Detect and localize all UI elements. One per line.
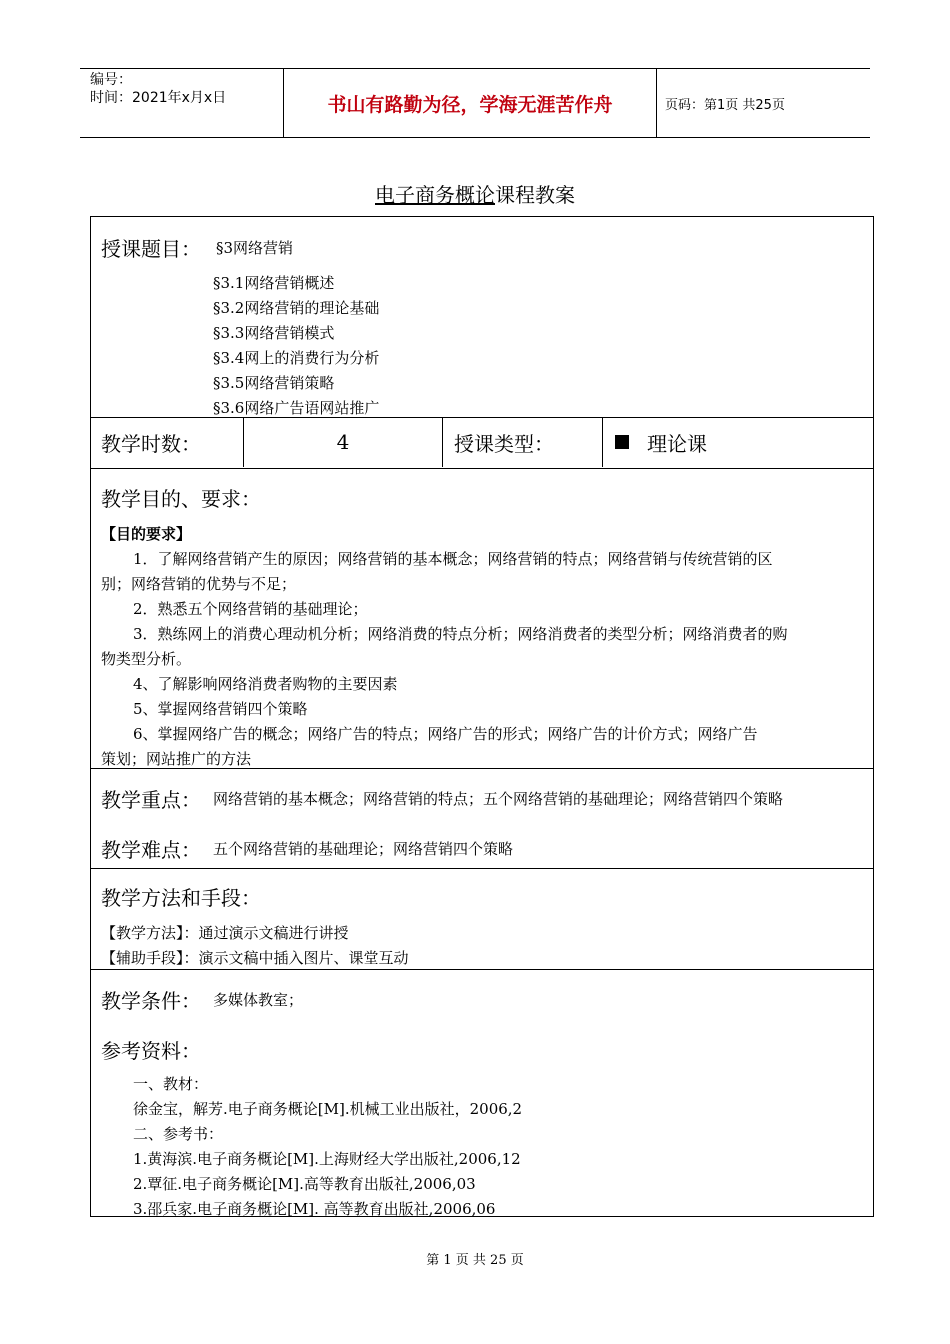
number-label: 编号： (90, 72, 132, 88)
type-label: 授课类型： (454, 431, 554, 456)
key-points-text: 网络营销的基本概念；网络营销的特点；五个网络营销的基础理论；网络营销四个策略 (213, 790, 784, 808)
conditions-label: 教学条件： (101, 989, 201, 1013)
reference-line: 二、参考书： (133, 1125, 224, 1143)
methods-label: 教学方法和手段： (101, 886, 261, 910)
title-rest: 课程教案 (495, 183, 575, 207)
reference-line: 一、教材： (133, 1075, 209, 1093)
time-label: 时间：2021年x月x日 (90, 90, 227, 106)
objective-line: 物类型分析。 (101, 650, 192, 668)
objectives-section (91, 468, 873, 769)
method-text: 【教学方法】：通过演示文稿进行讲授 (101, 924, 349, 942)
conditions-references-section (91, 969, 873, 1216)
objective-line: 3．熟练网上的消费心理动机分析；网络消费的特点分析；网络消费者的类型分析；网络消费者的购 (133, 625, 788, 643)
objectives-heading: 【目的要求】 (101, 525, 192, 543)
difficulties-label: 教学难点： (101, 838, 201, 862)
hours-value: 4 (336, 430, 350, 454)
reference-line: 徐金宝，解芳.电子商务概论[M].机械工业出版社，2006,2 (133, 1100, 523, 1118)
topic-sub: §3.1网络营销概述 (213, 274, 335, 292)
objective-line: 4、了解影响网络消费者购物的主要因素 (133, 675, 398, 693)
objective-line: 1．了解网络营销产生的原因；网络营销的基本概念；网络营销的特点；网络营销与传统营销的区 (133, 550, 773, 568)
objectives-label: 教学目的、要求： (101, 487, 261, 511)
page-info: 页码：第1页 共25页 (665, 97, 785, 113)
document-title (0, 179, 950, 208)
hours-value-cell (243, 417, 442, 467)
hours-label: 教学时数： (101, 431, 201, 456)
type-value: 理论课 (647, 431, 707, 456)
objective-line: 2．熟悉五个网络营销的基础理论； (133, 600, 368, 618)
topic-sub: §3.5网络营销策略 (213, 374, 335, 392)
key-points-section (91, 768, 873, 869)
difficulties-text: 五个网络营销的基础理论；网络营销四个策略 (213, 840, 514, 858)
conditions-text: 多媒体教室； (213, 991, 304, 1009)
topic-sub: §3.3网络营销模式 (213, 324, 335, 342)
reference-line: 3.邵兵家.电子商务概论[M]. 高等教育出版社,2006,06 (133, 1200, 496, 1218)
motto: 书山有路勤为径，学海无涯苦作舟 (327, 93, 613, 116)
objective-line: 策划；网站推广的方法 (101, 750, 252, 768)
lesson-plan-table (90, 216, 874, 1217)
reference-line: 2.覃征.电子商务概论[M].高等教育出版社,2006,03 (133, 1175, 476, 1193)
header-meta (80, 69, 283, 137)
methods-section (91, 868, 873, 970)
type-value-cell (602, 417, 873, 467)
reference-line: 1.黄海滨.电子商务概论[M].上海财经大学出版社,2006,12 (133, 1150, 521, 1168)
header-motto-cell (283, 69, 657, 137)
topic-sub: §3.6网络广告语网站推广 (213, 399, 380, 417)
filled-square-icon (615, 435, 629, 449)
references-label: 参考资料： (101, 1039, 201, 1063)
objective-line: 别；网络营销的优势与不足； (101, 575, 297, 593)
topic-sub: §3.2网络营销的理论基础 (213, 299, 380, 317)
key-points-label: 教学重点： (101, 788, 201, 812)
topic-label: 授课题目： (101, 237, 201, 261)
aids-text: 【辅助手段】：演示文稿中插入图片、课堂互动 (101, 949, 409, 967)
hours-label-cell (91, 417, 243, 467)
topic-section (91, 217, 873, 418)
header-page-cell (656, 69, 870, 137)
objective-line: 5、掌握网络营销四个策略 (133, 700, 308, 718)
type-label-cell (442, 417, 602, 467)
hours-row (91, 417, 873, 469)
topic-main: §3网络营销 (216, 239, 294, 257)
page-header (80, 68, 870, 138)
topic-sub: §3.4网上的消费行为分析 (213, 349, 380, 367)
objective-line: 6、掌握网络广告的概念；网络广告的特点；网络广告的形式；网络广告的计价方式；网络广告 (133, 725, 758, 743)
page-footer: 第 1 页 共 25 页 (426, 1253, 524, 1268)
title-underlined: 电子商务概论 (375, 183, 495, 207)
